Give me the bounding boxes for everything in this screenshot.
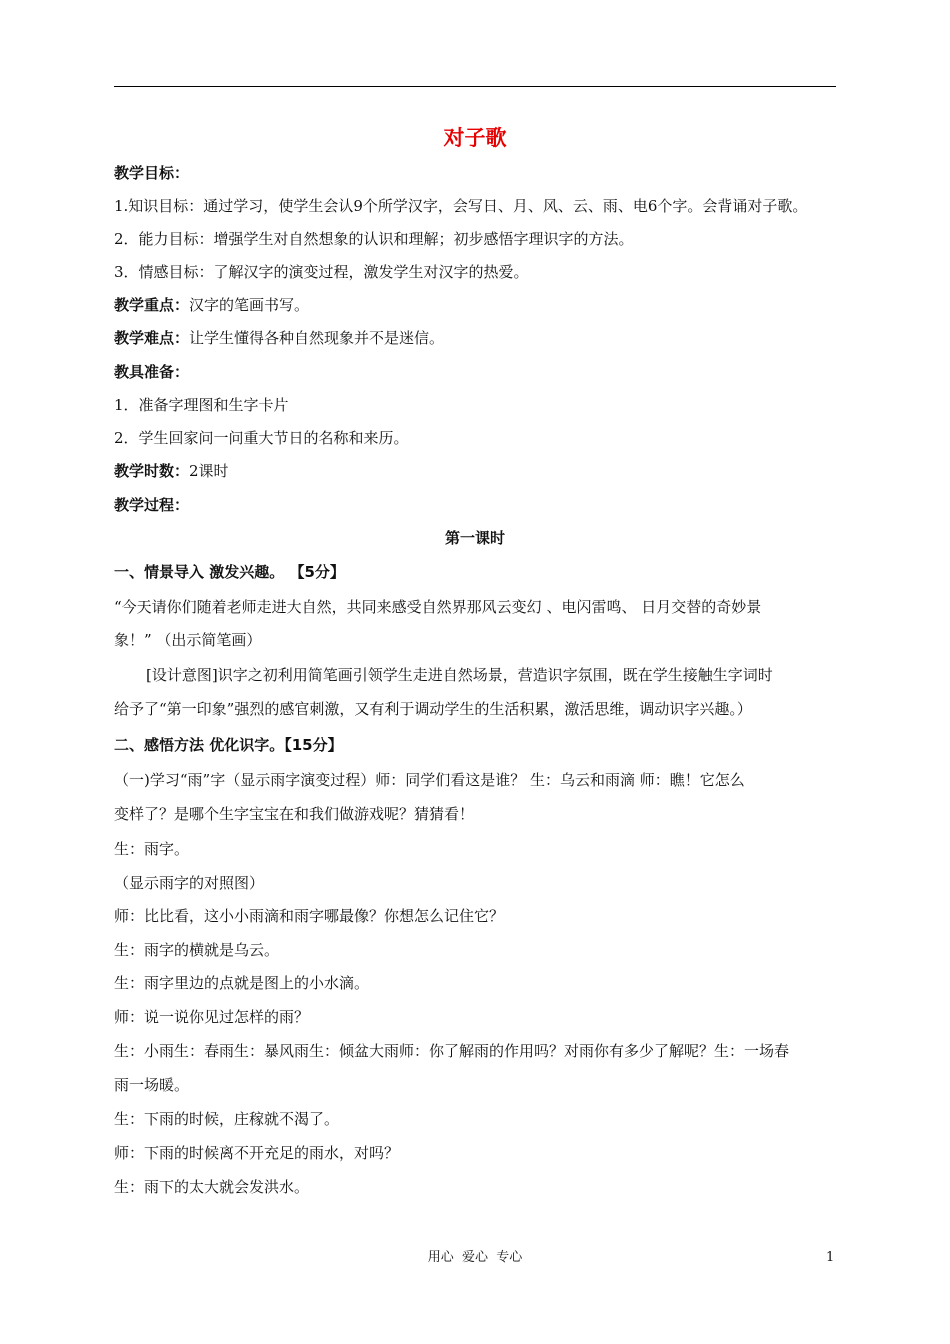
section-1-heading: 一、情景导入 激发兴趣。 【5分】 bbox=[114, 563, 345, 581]
lesson-count-text: 2课时 bbox=[189, 462, 229, 480]
prep-heading: 教具准备： bbox=[114, 363, 190, 381]
section-2-line-8b: 雨一场暖。 bbox=[114, 1076, 190, 1094]
section-1-para-1b: 象！” （出示简笔画） bbox=[114, 631, 262, 649]
section-2-line-5: 生：雨字的横就是乌云。 bbox=[114, 941, 280, 959]
footer-motto: 用心 爱心 专心 bbox=[427, 1250, 523, 1265]
lesson-count bbox=[114, 460, 229, 482]
section-1-para-2b: 给予了“第一印象”强烈的感官刺激，又有利于调动学生的生活积累，激活思维，调动识字兴趣。） bbox=[114, 700, 752, 718]
section-2-line-7: 师：说一说你见过怎样的雨？ bbox=[114, 1008, 310, 1026]
section-2-heading: 二、感悟方法 优化识字。【15分】 bbox=[114, 736, 343, 754]
goal-knowledge: 1.知识目标：通过学习，使学生会认9个所学汉字，会写日、月、风、云、雨、电6个字。会背诵对子歌。 bbox=[114, 197, 808, 215]
key-point bbox=[114, 294, 309, 316]
section-2-line-3: （显示雨字的对照图） bbox=[114, 874, 265, 892]
difficulty bbox=[114, 327, 444, 349]
goal-emotion: 3．情感目标：了解汉字的演变过程，激发学生对汉字的热爱。 bbox=[114, 263, 529, 281]
lesson-one-heading: 第一课时 bbox=[444, 529, 505, 547]
header-rule bbox=[114, 86, 836, 87]
section-1-para-2a: [设计意图]识字之初利用简笔画引领学生走进自然场景，营造识字氛围，既在学生接触生字词时 bbox=[146, 666, 773, 684]
section-2-line-2: 生：雨字。 bbox=[114, 840, 190, 858]
section-1-para-1a: “今天请你们随着老师走进大自然，共同来感受自然界那风云变幻 、电闪雷鸣、 日月交替的奇妙景 bbox=[114, 598, 762, 616]
document-title: 对子歌 bbox=[443, 126, 507, 150]
section-2-line-9: 生：下雨的时候，庄稼就不渴了。 bbox=[114, 1110, 340, 1128]
lesson-count-label: 教学时数： bbox=[114, 462, 190, 480]
prep-item-2: 2．学生回家问一问重大节日的名称和来历。 bbox=[114, 429, 409, 447]
section-2-line-11: 生：雨下的太大就会发洪水。 bbox=[114, 1178, 310, 1196]
goals-heading: 教学目标： bbox=[114, 164, 190, 182]
key-point-label: 教学重点： bbox=[114, 296, 190, 314]
goal-ability: 2．能力目标：增强学生对自然想象的认识和理解；初步感悟字理识字的方法。 bbox=[114, 230, 634, 248]
section-2-line-4: 师：比比看，这小小雨滴和雨字哪最像？你想怎么记住它？ bbox=[114, 907, 505, 925]
page-number: 1 bbox=[826, 1250, 835, 1265]
process-heading: 教学过程： bbox=[114, 496, 190, 514]
section-2-line-1b: 变样了？是哪个生字宝宝在和我们做游戏呢？猜猜看！ bbox=[114, 805, 475, 823]
section-2-line-8a: 生：小雨生：春雨生：暴风雨生：倾盆大雨师：你了解雨的作用吗？对雨你有多少了解呢？生：一场春 bbox=[114, 1042, 790, 1060]
prep-item-1: 1．准备字理图和生字卡片 bbox=[114, 396, 289, 414]
section-2-line-6: 生：雨字里边的点就是图上的小水滴。 bbox=[114, 974, 370, 992]
key-point-text: 汉字的笔画书写。 bbox=[189, 296, 310, 314]
section-2-line-10: 师：下雨的时候离不开充足的雨水，对吗？ bbox=[114, 1144, 400, 1162]
section-2-line-1a: （一)学习“雨”字（显示雨字演变过程）师：同学们看这是谁？ 生：乌云和雨滴 师：瞧！它怎么 bbox=[114, 771, 745, 789]
difficulty-label: 教学难点： bbox=[114, 329, 190, 347]
difficulty-text: 让学生懂得各种自然现象并不是迷信。 bbox=[189, 329, 445, 347]
